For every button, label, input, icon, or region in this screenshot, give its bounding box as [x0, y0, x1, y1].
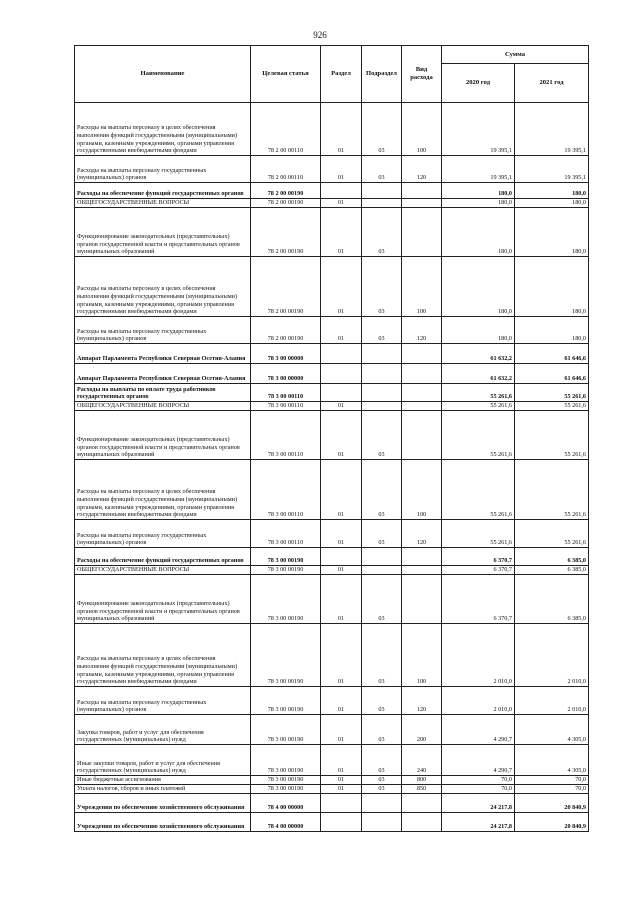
row-subsection-cell — [362, 384, 402, 402]
row-target-cell: 78 4 00 00000 — [251, 794, 321, 813]
row-section-cell: 01 — [321, 745, 362, 776]
header-subsection: Подраздел — [362, 46, 402, 103]
row-section-cell: 01 — [321, 257, 362, 317]
row-expense-type-cell — [402, 548, 442, 566]
row-name-cell: Уплата налогов, сборов и иных платежей — [75, 785, 251, 794]
row-2020-value-cell: 70,0 — [442, 776, 515, 785]
row-2020-value-cell: 55 261,6 — [442, 520, 515, 548]
row-section-cell: 01 — [321, 715, 362, 745]
row-section-cell: 01 — [321, 199, 362, 208]
row-expense-type-cell: 200 — [402, 715, 442, 745]
table-row — [75, 257, 589, 317]
row-2021-value-cell: 55 261,6 — [515, 384, 589, 402]
row-target-cell: 78 2 00 00190 — [251, 208, 321, 257]
row-2021-value-cell: 20 840,9 — [515, 794, 589, 813]
row-name-cell: Расходы на выплаты персоналу в целях обеспечения выполнения функций государственными (муниципальными) органами, казенными учреждениями, органами управления государственными внебюджетными фондами — [75, 103, 251, 156]
row-subsection-cell: 03 — [362, 776, 402, 785]
row-expense-type-cell: 120 — [402, 156, 442, 183]
row-section-cell — [321, 794, 362, 813]
row-target-cell: 78 3 00 00110 — [251, 384, 321, 402]
row-expense-type-cell — [402, 364, 442, 384]
row-subsection-cell — [362, 199, 402, 208]
row-subsection-cell: 03 — [362, 715, 402, 745]
header-year-2021: 2021 год — [515, 64, 589, 103]
row-2020-value-cell: 61 632,2 — [442, 364, 515, 384]
row-subsection-cell: 03 — [362, 103, 402, 156]
row-2020-value-cell: 4 290,7 — [442, 745, 515, 776]
row-2021-value-cell: 70,0 — [515, 785, 589, 794]
row-expense-type-cell: 100 — [402, 257, 442, 317]
row-2020-value-cell: 2 010,0 — [442, 624, 515, 687]
table-row — [75, 317, 589, 344]
row-expense-type-cell: 850 — [402, 785, 442, 794]
row-target-cell: 78 3 00 00110 — [251, 520, 321, 548]
row-2021-value-cell: 180,0 — [515, 183, 589, 199]
row-subsection-cell: 03 — [362, 520, 402, 548]
row-expense-type-cell: 120 — [402, 317, 442, 344]
table-row — [75, 183, 589, 199]
row-subsection-cell — [362, 794, 402, 813]
header-sum: Сумма — [442, 46, 589, 64]
row-section-cell: 01 — [321, 566, 362, 575]
row-name-cell: Иные бюджетные ассигнования — [75, 776, 251, 785]
table-row — [75, 794, 589, 813]
row-target-cell: 78 3 00 00000 — [251, 364, 321, 384]
row-name-cell: Расходы на выплаты персоналу государственных (муниципальных) органов — [75, 520, 251, 548]
row-expense-type-cell — [402, 402, 442, 411]
row-name-cell: Расходы на выплаты персоналу в целях обеспечения выполнения функций государственными (муниципальными) органами, казенными учреждениями, органами управления государственными внебюджетными фондами — [75, 460, 251, 520]
row-section-cell — [321, 183, 362, 199]
row-subsection-cell: 03 — [362, 257, 402, 317]
row-2021-value-cell: 70,0 — [515, 776, 589, 785]
row-expense-type-cell: 120 — [402, 687, 442, 715]
row-name-cell: Аппарат Парламента Республики Северная Осетия-Алания — [75, 364, 251, 384]
table-row — [75, 575, 589, 624]
row-target-cell: 78 2 00 00190 — [251, 183, 321, 199]
row-expense-type-cell: 240 — [402, 745, 442, 776]
row-2021-value-cell: 55 261,6 — [515, 460, 589, 520]
row-target-cell: 78 3 00 00190 — [251, 624, 321, 687]
row-section-cell: 01 — [321, 411, 362, 460]
row-section-cell — [321, 364, 362, 384]
row-section-cell: 01 — [321, 687, 362, 715]
row-subsection-cell — [362, 344, 402, 364]
row-expense-type-cell — [402, 813, 442, 832]
row-target-cell: 78 3 00 00190 — [251, 687, 321, 715]
row-2021-value-cell: 4 305,0 — [515, 745, 589, 776]
row-expense-type-cell — [402, 566, 442, 575]
row-2020-value-cell: 24 217,8 — [442, 813, 515, 832]
row-subsection-cell: 03 — [362, 411, 402, 460]
row-2021-value-cell: 20 840,9 — [515, 813, 589, 832]
header-target: Целевая статья — [251, 46, 321, 103]
row-2020-value-cell: 180,0 — [442, 317, 515, 344]
row-name-cell: Расходы на выплаты персоналу государственных (муниципальных) органов — [75, 687, 251, 715]
row-expense-type-cell — [402, 384, 442, 402]
row-target-cell: 78 3 00 00190 — [251, 715, 321, 745]
row-expense-type-cell — [402, 575, 442, 624]
header-name: Наименование — [75, 46, 251, 103]
row-section-cell: 01 — [321, 575, 362, 624]
row-target-cell: 78 3 00 00110 — [251, 411, 321, 460]
row-section-cell: 01 — [321, 460, 362, 520]
row-2020-value-cell: 6 370,7 — [442, 548, 515, 566]
row-name-cell: ОБЩЕГОСУДАРСТВЕННЫЕ ВОПРОСЫ — [75, 402, 251, 411]
row-name-cell: Расходы на выплаты персоналу государственных (муниципальных) органов — [75, 317, 251, 344]
header-section: Раздел — [321, 46, 362, 103]
row-subsection-cell — [362, 548, 402, 566]
row-expense-type-cell — [402, 183, 442, 199]
table-row — [75, 411, 589, 460]
row-2020-value-cell: 180,0 — [442, 199, 515, 208]
row-expense-type-cell: 120 — [402, 520, 442, 548]
row-subsection-cell: 03 — [362, 156, 402, 183]
table-row — [75, 402, 589, 411]
row-2020-value-cell: 70,0 — [442, 785, 515, 794]
row-expense-type-cell — [402, 199, 442, 208]
row-subsection-cell: 03 — [362, 460, 402, 520]
row-2021-value-cell: 55 261,6 — [515, 411, 589, 460]
table-row — [75, 566, 589, 575]
row-target-cell: 78 2 00 00110 — [251, 103, 321, 156]
row-target-cell: 78 4 00 00000 — [251, 813, 321, 832]
row-2020-value-cell: 55 261,6 — [442, 402, 515, 411]
row-2020-value-cell: 6 370,7 — [442, 566, 515, 575]
row-2020-value-cell: 55 261,6 — [442, 384, 515, 402]
row-2021-value-cell: 180,0 — [515, 199, 589, 208]
row-2021-value-cell: 2 010,0 — [515, 687, 589, 715]
row-2020-value-cell: 2 010,0 — [442, 687, 515, 715]
table-row — [75, 156, 589, 183]
row-subsection-cell — [362, 183, 402, 199]
row-target-cell: 78 3 00 00110 — [251, 402, 321, 411]
row-name-cell: Расходы на обеспечение функций государственных органов — [75, 548, 251, 566]
row-2021-value-cell: 180,0 — [515, 317, 589, 344]
row-section-cell: 01 — [321, 103, 362, 156]
row-name-cell: Расходы на выплаты персоналу в целях обеспечения выполнения функций государственными (муниципальными) органами, казенными учреждениями, органами управления государственными внебюджетными фондами — [75, 624, 251, 687]
row-name-cell: Расходы на выплаты персоналу государственных (муниципальных) органов — [75, 156, 251, 183]
row-subsection-cell — [362, 364, 402, 384]
row-section-cell: 01 — [321, 624, 362, 687]
table-row — [75, 208, 589, 257]
row-expense-type-cell: 100 — [402, 103, 442, 156]
row-subsection-cell — [362, 402, 402, 411]
row-name-cell: Функционирование законодательных (представительных) органов государственной власти и представительных органов муниципальных образований — [75, 208, 251, 257]
table-row — [75, 715, 589, 745]
row-subsection-cell — [362, 813, 402, 832]
row-name-cell: ОБЩЕГОСУДАРСТВЕННЫЕ ВОПРОСЫ — [75, 566, 251, 575]
row-target-cell: 78 3 00 00000 — [251, 344, 321, 364]
row-subsection-cell: 03 — [362, 575, 402, 624]
row-expense-type-cell — [402, 344, 442, 364]
row-subsection-cell: 03 — [362, 745, 402, 776]
row-subsection-cell: 03 — [362, 785, 402, 794]
row-name-cell: Учреждения по обеспечению хозяйственного обслуживания — [75, 794, 251, 813]
table-row — [75, 103, 589, 156]
row-name-cell: Аппарат Парламента Республики Северная Осетия-Алания — [75, 344, 251, 364]
row-2020-value-cell: 180,0 — [442, 183, 515, 199]
table-row — [75, 199, 589, 208]
row-name-cell: Закупка товаров, работ и услуг для обеспечения государственных (муниципальных) нужд — [75, 715, 251, 745]
table-row — [75, 687, 589, 715]
table-row — [75, 813, 589, 832]
row-2020-value-cell: 4 290,7 — [442, 715, 515, 745]
table-row — [75, 364, 589, 384]
row-target-cell: 78 3 00 00190 — [251, 785, 321, 794]
table-row — [75, 745, 589, 776]
row-name-cell: Функционирование законодательных (представительных) органов государственной власти и представительных органов муниципальных образований — [75, 575, 251, 624]
row-name-cell: Расходы на обеспечение функций государственных органов — [75, 183, 251, 199]
row-section-cell — [321, 344, 362, 364]
table-row — [75, 785, 589, 794]
row-2020-value-cell: 180,0 — [442, 208, 515, 257]
row-2021-value-cell: 19 395,1 — [515, 156, 589, 183]
table-row — [75, 520, 589, 548]
table-row — [75, 460, 589, 520]
row-name-cell: Функционирование законодательных (представительных) органов государственной власти и представительных органов муниципальных образований — [75, 411, 251, 460]
header-year-2020: 2020 год — [442, 64, 515, 103]
row-target-cell: 78 3 00 00110 — [251, 460, 321, 520]
row-section-cell: 01 — [321, 156, 362, 183]
table-row — [75, 776, 589, 785]
table-row — [75, 624, 589, 687]
row-2021-value-cell: 6 385,0 — [515, 575, 589, 624]
header-expense-type: Вид расхода — [402, 46, 442, 103]
row-2021-value-cell: 55 261,6 — [515, 520, 589, 548]
row-name-cell: ОБЩЕГОСУДАРСТВЕННЫЕ ВОПРОСЫ — [75, 199, 251, 208]
row-2021-value-cell: 6 385,0 — [515, 548, 589, 566]
row-section-cell: 01 — [321, 317, 362, 344]
row-expense-type-cell: 800 — [402, 776, 442, 785]
row-name-cell: Расходы на выплаты по оплате труда работников государственных органов — [75, 384, 251, 402]
row-section-cell: 01 — [321, 402, 362, 411]
row-target-cell: 78 2 00 00190 — [251, 317, 321, 344]
row-target-cell: 78 2 00 00110 — [251, 156, 321, 183]
row-target-cell: 78 2 00 00190 — [251, 199, 321, 208]
row-target-cell: 78 3 00 00190 — [251, 548, 321, 566]
row-section-cell: 01 — [321, 520, 362, 548]
row-subsection-cell: 03 — [362, 624, 402, 687]
row-section-cell — [321, 813, 362, 832]
row-2021-value-cell: 61 646,6 — [515, 364, 589, 384]
row-expense-type-cell — [402, 208, 442, 257]
page-number: 926 — [313, 30, 327, 40]
row-2021-value-cell: 180,0 — [515, 208, 589, 257]
row-2021-value-cell: 61 646,6 — [515, 344, 589, 364]
row-2020-value-cell: 55 261,6 — [442, 411, 515, 460]
row-subsection-cell — [362, 566, 402, 575]
row-2020-value-cell: 24 217,8 — [442, 794, 515, 813]
row-section-cell — [321, 548, 362, 566]
row-target-cell: 78 3 00 00190 — [251, 745, 321, 776]
row-section-cell — [321, 384, 362, 402]
row-expense-type-cell: 100 — [402, 624, 442, 687]
row-expense-type-cell — [402, 411, 442, 460]
row-target-cell: 78 2 00 00190 — [251, 257, 321, 317]
row-subsection-cell: 03 — [362, 317, 402, 344]
row-2021-value-cell: 2 010,0 — [515, 624, 589, 687]
row-2021-value-cell: 4 305,0 — [515, 715, 589, 745]
row-2020-value-cell: 19 395,1 — [442, 103, 515, 156]
row-subsection-cell: 03 — [362, 208, 402, 257]
row-name-cell: Иные закупки товаров, работ и услуг для обеспечения государственных (муниципальных) нужд — [75, 745, 251, 776]
row-2020-value-cell: 6 370,7 — [442, 575, 515, 624]
row-name-cell: Учреждения по обеспечению хозяйственного обслуживания — [75, 813, 251, 832]
row-section-cell: 01 — [321, 785, 362, 794]
budget-table — [74, 45, 589, 832]
row-section-cell: 01 — [321, 208, 362, 257]
row-target-cell: 78 3 00 00190 — [251, 575, 321, 624]
row-2021-value-cell: 19 395,1 — [515, 103, 589, 156]
row-section-cell: 01 — [321, 776, 362, 785]
row-subsection-cell: 03 — [362, 687, 402, 715]
row-2020-value-cell: 55 261,6 — [442, 460, 515, 520]
row-expense-type-cell: 100 — [402, 460, 442, 520]
row-target-cell: 78 3 00 00190 — [251, 566, 321, 575]
row-2020-value-cell: 19 395,1 — [442, 156, 515, 183]
table-row — [75, 384, 589, 402]
table-row — [75, 548, 589, 566]
row-2021-value-cell: 6 385,0 — [515, 566, 589, 575]
row-2020-value-cell: 61 632,2 — [442, 344, 515, 364]
row-2021-value-cell: 180,0 — [515, 257, 589, 317]
row-expense-type-cell — [402, 794, 442, 813]
row-target-cell: 78 3 00 00190 — [251, 776, 321, 785]
row-2020-value-cell: 180,0 — [442, 257, 515, 317]
table-row — [75, 344, 589, 364]
row-name-cell: Расходы на выплаты персоналу в целях обеспечения выполнения функций государственными (муниципальными) органами, казенными учреждениями, органами управления государственными внебюджетными фондами — [75, 257, 251, 317]
row-2021-value-cell: 55 261,6 — [515, 402, 589, 411]
